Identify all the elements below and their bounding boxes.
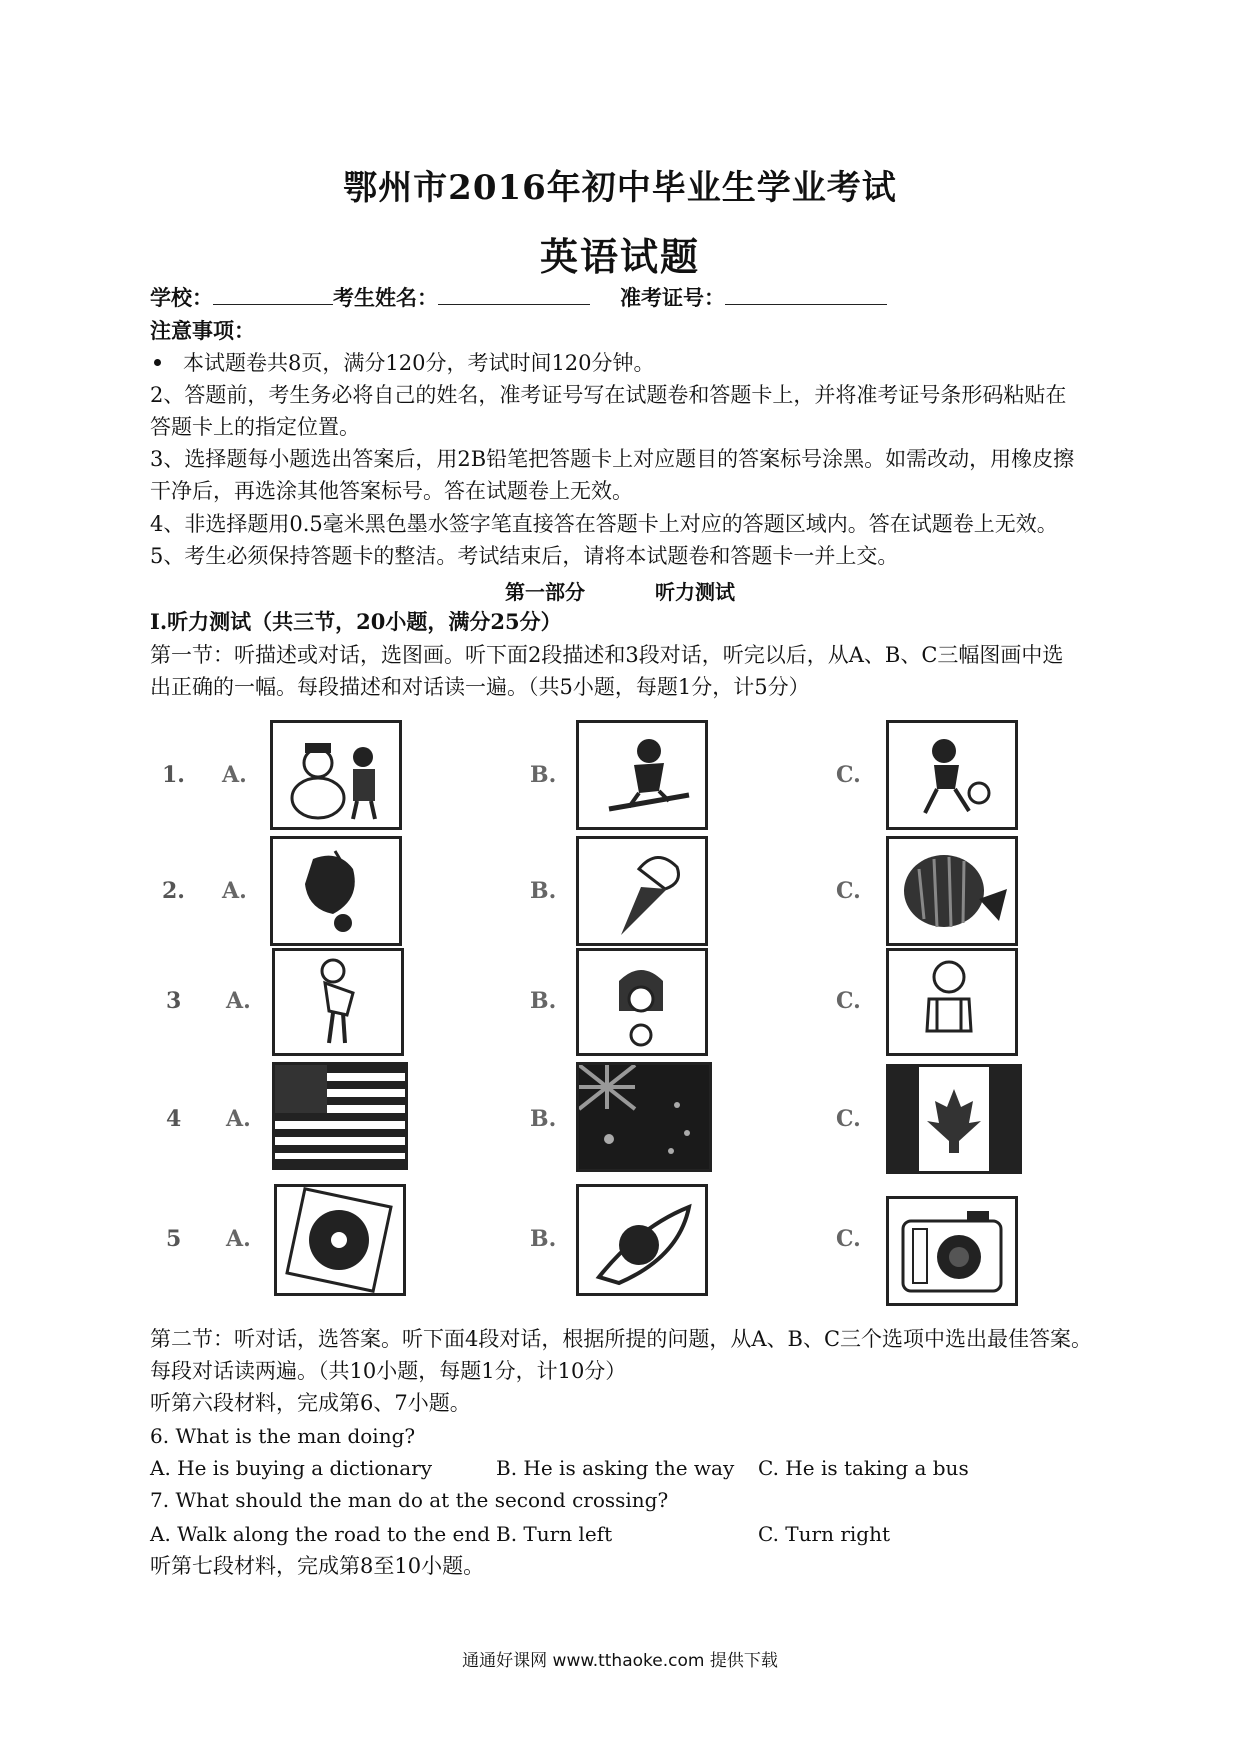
kid-running-icon[interactable] — [886, 720, 1018, 830]
question-6-options — [150, 1452, 969, 1484]
option-label: A. — [222, 762, 247, 788]
watermelon-icon[interactable] — [886, 836, 1018, 946]
notice-item: 3、选择题每小题选出答案后，用2B铅笔把答题卡上对应题目的答案标号涂黑。如需改动，用橡皮擦 — [150, 447, 1075, 471]
school-label: 学校： — [150, 285, 213, 310]
name-label: 考生姓名： — [333, 285, 438, 310]
section1-instructions: 第一节：听描述或对话，选图画。听下面2段描述和3段对话，听完以后，从A、B、C三幅图画中选 — [150, 643, 1064, 667]
question-6: 6. What is the man doing? — [150, 1424, 416, 1448]
notice-item: 答题卡上的指定位置。 — [150, 415, 360, 439]
page-title: 鄂州市2016年初中毕业生学业考试 — [343, 168, 897, 208]
hat-icon[interactable] — [576, 1184, 708, 1296]
question-number: 3 — [166, 988, 182, 1014]
option-label: A. — [226, 1226, 251, 1252]
bending-man-icon[interactable] — [272, 948, 404, 1056]
id-blank[interactable] — [725, 282, 887, 305]
question-7-options — [150, 1518, 890, 1550]
option-label: A. — [226, 1106, 251, 1132]
question-number: 4 — [166, 1106, 182, 1132]
section-title: Ⅰ.听力测试（共三节，20小题，满分25分） — [150, 609, 562, 634]
ice-cream-icon[interactable] — [576, 836, 708, 946]
option-c[interactable]: C. Turn right — [758, 1522, 891, 1546]
option-a[interactable]: A. Walk along the road to the end — [150, 1522, 491, 1546]
snowman-kid-icon[interactable] — [270, 720, 402, 830]
page-subtitle: 英语试题 — [539, 234, 700, 279]
option-b[interactable]: B. He is asking the way — [496, 1456, 735, 1480]
option-label: C. — [836, 1226, 861, 1252]
section1-instructions: 出正确的一幅。每段描述和对话读一遍。（共5小题，每题1分，计5分） — [150, 675, 810, 699]
option-label: C. — [836, 762, 861, 788]
bullet-icon — [154, 359, 161, 366]
option-label: A. — [226, 988, 251, 1014]
material-intro: 听第六段材料，完成第6、7小题。 — [150, 1391, 471, 1415]
exam-info-line — [150, 282, 887, 314]
australia-flag-icon[interactable] — [576, 1062, 712, 1172]
option-b[interactable]: B. Turn left — [496, 1522, 613, 1546]
notice-heading: 注意事项： — [150, 318, 255, 343]
material-intro: 听第七段材料，完成第8至10小题。 — [150, 1554, 485, 1578]
id-label: 准考证号： — [620, 285, 725, 310]
grapes-icon[interactable] — [270, 836, 402, 946]
option-a[interactable]: A. He is buying a dictionary — [150, 1456, 433, 1480]
notice-item: 干净后，再选涂其他答案标号。答在试题卷上无效。 — [150, 479, 633, 503]
skier-icon[interactable] — [576, 720, 708, 830]
canada-flag-icon[interactable] — [886, 1064, 1022, 1174]
option-label: B. — [530, 988, 557, 1014]
question-number: 5 — [166, 1226, 182, 1252]
notice-item: 4、非选择题用0.5毫米黑色墨水签字笔直接答在答题卡上对应的答题区域内。答在试题卷上无效。 — [150, 512, 1058, 536]
option-label: B. — [530, 1226, 557, 1252]
name-blank[interactable] — [438, 282, 590, 305]
footer: 通通好课网 www.tthaoke.com 提供下载 — [462, 1651, 778, 1671]
us-flag-icon[interactable] — [272, 1062, 408, 1170]
question-number: 1. — [162, 762, 185, 788]
option-label: B. — [530, 762, 557, 788]
school-blank[interactable] — [213, 282, 333, 305]
notice-item: 2、答题前，考生务必将自己的姓名，准考证号写在试题卷和答题卡上，并将准考证号条形码粘贴在 — [150, 383, 1067, 407]
option-label: C. — [836, 988, 861, 1014]
option-label: B. — [530, 878, 557, 904]
option-label: C. — [836, 1106, 861, 1132]
notice-item: 本试题卷共8页，满分120分，考试时间120分钟。 — [150, 347, 655, 379]
part-heading: 第一部分 听力测试 — [505, 580, 735, 604]
camera-icon[interactable] — [886, 1196, 1018, 1306]
boy-icon[interactable] — [886, 948, 1018, 1056]
question-7: 7. What should the man do at the second crossing? — [150, 1488, 669, 1512]
option-label: C. — [836, 878, 861, 904]
section2-instructions: 第二节：听对话，选答案。听下面4段对话，根据所提的问题，从A、B、C三个选项中选出最佳答案。 — [150, 1327, 1093, 1351]
photographer-icon[interactable] — [576, 948, 708, 1056]
question-number: 2. — [162, 878, 185, 904]
option-c[interactable]: C. He is taking a bus — [758, 1456, 969, 1480]
cd-icon[interactable] — [274, 1184, 406, 1296]
notice-item: 5、考生必须保持答题卡的整洁。考试结束后，请将本试题卷和答题卡一并上交。 — [150, 544, 899, 568]
option-label: A. — [222, 878, 247, 904]
section2-instructions: 每段对话读两遍。（共10小题，每题1分，计10分） — [150, 1359, 627, 1383]
option-label: B. — [530, 1106, 557, 1132]
